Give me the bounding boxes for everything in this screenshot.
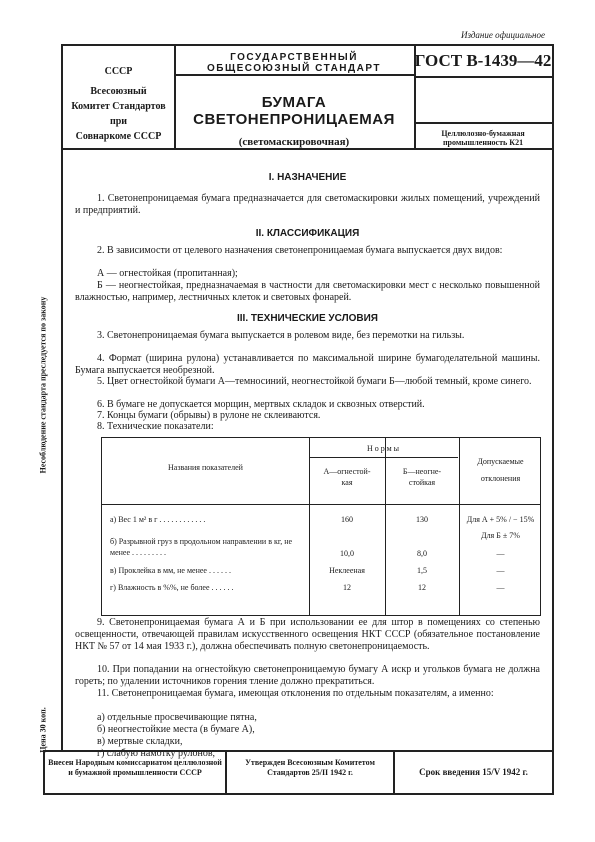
paragraph-11: 11. Светонепроницаемая бумага, имеющая отклонения по отдельным показателям, а именно:	[97, 688, 494, 699]
industry-line: Целлюлозно-бумажная	[441, 129, 525, 138]
price-text: Цена 30 коп.	[38, 707, 48, 753]
table-cell-dev: Для А + 5% / − 15%	[466, 515, 535, 524]
side-note-text: Несоблюдение стандарта преследуется по закону	[38, 296, 48, 474]
committee-label	[63, 84, 174, 144]
col-header-dev-line: Допускаемые	[477, 457, 524, 466]
list-item: а) отдельные просвечивающие пятна,	[97, 712, 257, 723]
paragraph-9: 9. Светонепроницаемая бумага А и Б при использовании ее для штор в помещениях со степенью освещенности, отвечающей правилам искусственного освещения НКТ СССР (обязательное постановление НКТ № 57 от 14 мая 1933 г.), должна обеспечивать полную светонепроницаемость.	[75, 617, 540, 652]
col-header-b	[385, 466, 459, 488]
title-block	[174, 46, 416, 148]
table-cell-b: 12	[418, 583, 426, 592]
list-item: б) неогнестойкие места (в бумаге А),	[97, 724, 255, 735]
standard-type	[174, 46, 414, 76]
standard-type-line: ОБЩЕСОЮЗНЫЙ СТАНДАРТ	[206, 63, 382, 74]
document-title: БУМАГА СВЕТОНЕПРОНИЦАЕМАЯ	[193, 94, 395, 128]
table-row-name: г) Влажность в %%, не более . . . . . .	[110, 583, 234, 592]
col-header-deviation	[459, 456, 542, 484]
paragraph-5: 5. Цвет огнестойкой бумаги А—темносиний, неогнестойкой бумаги Б—любой темный, кроме синего.	[97, 376, 532, 387]
section-title-purpose: I. НАЗНАЧЕНИЕ	[268, 172, 347, 183]
col-header-name: Названия показателей	[168, 463, 243, 472]
table-cell-a: 160	[341, 515, 353, 524]
section-title-classification: II. КЛАССИФИКАЦИЯ	[255, 228, 360, 239]
paragraph-10: 10. При попадании на огнестойкую светонепроницаемую бумагу А искр и угольков бумага не должна гореть; по удалении источников горения тление должно прекратиться.	[75, 664, 540, 687]
table-row-name: а) Вес 1 м² в г . . . . . . . . . . . .	[110, 515, 206, 524]
committee-line: Комитет Стандартов	[71, 101, 166, 112]
table-cell-dev: —	[496, 583, 505, 592]
paragraph-3: 3. Светонепроницаемая бумага выпускается в ролевом виде, без перемотки на гильзы.	[97, 330, 465, 341]
table-row-name: б) Разрывной груз в продольном направлении в кг, не менее . . . . . . . . .	[110, 537, 293, 557]
table-row-name: в) Проклейка в мм, не менее . . . . . .	[110, 566, 231, 575]
approved-by: Утвержден Всесоюзным Комитетом Стандартов 25/II 1942 г.	[227, 752, 395, 793]
gost-number: ГОСТ В-1439—42	[414, 46, 552, 78]
document-header	[61, 44, 554, 150]
industry-label	[414, 124, 552, 147]
col-header-a-line: кая	[341, 478, 353, 487]
committee-line: при	[109, 116, 128, 127]
col-header-norms: Нормы	[366, 444, 402, 453]
technical-table	[101, 437, 541, 616]
list-item: г) слабую намотку рулонов,	[75, 748, 540, 760]
section-title-tech: III. ТЕХНИЧЕСКИЕ УСЛОВИЯ	[237, 313, 378, 324]
edition-label: Издание официальное	[460, 30, 545, 40]
issuer-block	[63, 46, 176, 148]
blank-cell	[414, 78, 552, 124]
paragraph-6: 6. В бумаге не допускается морщин, мертвых складок и сквозных отверстий.	[97, 399, 425, 410]
document-subtitle: (светомаскировочная)	[238, 136, 350, 148]
paragraph-7: 7. Концы бумаги (обрывы) в рулоне не склеиваются.	[97, 410, 321, 421]
table-cell-dev: —	[496, 566, 505, 575]
introduced-by: Внесен Народным комиссариатом целлюлозной и бумажной промышленности СССР	[45, 752, 227, 793]
paragraph-1: 1. Светонепроницаемая бумага предназначается для светомаскировки жилых помещений, учреждений и предприятий.	[75, 193, 540, 216]
table-cell-dev: —	[496, 549, 505, 558]
country-label: СССР	[104, 66, 133, 77]
committee-line: Всесоюзный	[90, 86, 147, 97]
standard-type-line: ГОСУДАРСТВЕННЫЙ	[230, 52, 358, 63]
col-header-a-line: А—огнестой-	[323, 467, 371, 476]
list-item: в) мертвые складки,	[97, 736, 183, 747]
col-header-b-line: стойкая	[408, 478, 436, 487]
col-header-a	[309, 466, 385, 488]
industry-line: промышленность К21	[442, 138, 524, 147]
document-footer	[43, 750, 554, 795]
table-cell-a: Неклееная	[329, 566, 365, 575]
paragraph-4: 4. Формат (ширина рулона) устанавливается по максимальной ширине бумагоделательной машины. Бумага выпускается необрезной.	[75, 353, 540, 376]
gost-block	[414, 46, 552, 148]
paragraph-8: 8. Технические показатели:	[97, 421, 214, 432]
type-a: А — огнестойкая (пропитанная);	[97, 268, 238, 279]
effective-date: Срок введения 15/V 1942 г.	[419, 767, 528, 777]
table-cell-dev: Для Б ± 7%	[481, 531, 520, 540]
type-b: Б — неогнестойкая, предназначаемая в частности для светомаскировки мест с несколько повышенной влажностью, например, лестничных клеток и световых фонарей.	[75, 280, 540, 303]
table-cell-a: 10,0	[340, 549, 354, 558]
table-cell-a: 12	[343, 583, 351, 592]
col-header-dev-line: отклонения	[480, 474, 521, 483]
committee-line: Совнаркоме СССР	[75, 131, 162, 142]
table-cell-b: 8,0	[417, 549, 427, 558]
table-cell-b: 1,5	[417, 566, 427, 575]
side-note	[36, 200, 50, 570]
col-header-b-line: Б—неогне-	[402, 467, 442, 476]
table-cell-b: 130	[416, 515, 428, 524]
paragraph-2: 2. В зависимости от целевого назначения светонепроницаемая бумага выпускается двух видов:	[97, 245, 503, 256]
